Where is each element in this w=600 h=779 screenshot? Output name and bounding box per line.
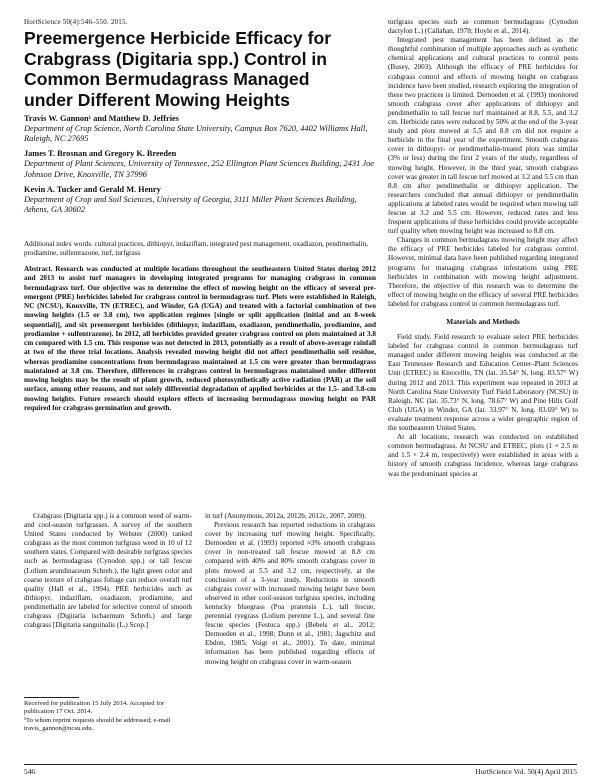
body-paragraph: Previous research has reported reductions in crabgrass cover by increasing turf mowing height. Specifically, Dernoeden et al. (1993) reported ≈3% smooth crabgrass cover in non-treated tall fescue mowed at 8.8 cm compared with 40% and 80% smooth crabgrass cover in plots mowed at 5.5 and 3.2 cm, respectively, at the conclusion of a 3-year study. Reductions in smooth crabgrass cover with increased mowing height have been observed in other cool-season turfgrass species, including kentucky bluegrass (Poa pratensis L.), tall fescue, perennial ryegrass (Lolium perenne L.), and several fine fescue species (Festuca spp.) (Bebels et al., 2012; Dernoeden et al., 1998; Dunn et al., 1981; Jagschitz and Ebdon, 1985; Voigt et al., 2001). To date, minimal information has been published regarding effects of mowing height on crabgrass cover in warm-season (205, 521, 375, 666)
body-column-1 (24, 512, 192, 630)
body-paragraph: turfgrass species such as common bermudagrass (Cynodon dactylon L.) (Callahan, 1978; Hoyle et al., 2014). (388, 18, 578, 36)
title-line: Preemergence Herbicide Efficacy for (24, 28, 332, 48)
section-heading: Materials and Methods (446, 317, 520, 326)
body-column-3 (388, 18, 578, 479)
body-paragraph: Integrated pest management has been defined as the thoughtful combination of multiple approaches such as synthetic chemical applications and cultural practices to control pests (Busey, 2003). Although the efficacy of PRE herbicides for crabgrass control and effects of mowing height on crabgrass incidence have been studied, research exploring the integration of these two practices is limited. Dernoeden et al. (1993) monitored smooth crabgrass cover after applications of dithiopyr and pendimethalin to tall fescue turf maintained at 8.8, 5.5, and 3.2 cm. Herbicide rates were reduced by 50% at the end of the 3-year study and plots mowed at 5.5 and 8.8 cm did not require a herbicide in the final year of the experiment. Smooth crabgrass cover in dithiopyr- or pendimethalin-treated plots was similar (3% or less) during the first 2 years of the study, regardless of mowing height. However, in the third year, smooth crabgrass cover was greater in tall fescue turf mowed at 3.2 and 5.5 cm than 8.8 cm after pendimethalin or dithiopyr application. The researchers concluded that annual dithiopyr or pendimethalin applications at labeled rates would be required when mowing tall fescue at 3.2 and 5.5 cm. However, reduced rates and less frequent applications of these herbicides could provide acceptable turf quality when mowing height was increased to 8.8 cm. (388, 36, 578, 236)
footnote-divider (24, 697, 79, 698)
footnote: Received for publication 15 July 2014. Accepted for publication 17 Oct. 2014. (24, 700, 165, 716)
footnotes (24, 700, 192, 734)
author-names: James T. Brosnan and Gregory K. Breeden (24, 149, 177, 159)
footnote: ¹To whom reprint requests should be addressed; e-mail travis_gannon@ncsu.edu. (24, 716, 171, 733)
footer-journal: HortScience Vol. 50(4) April 2015 (475, 767, 577, 776)
abstract: Abstract. Research was conducted at multiple locations throughout the southeastern United States during 2012 and 2013 to assist turf managers in developing integrated programs for managing crabgrass in common bermudagrass turf. Our objective was to determine the effect of mowing height on the efficacy of several pre-emergent (PRE) herbicides labeled for crabgrass control in bermudagrass turf. Plots were established in Raleigh, NC (NCSU), Knoxville, TN (ETREC), and Winder, GA (UGA) and treated with a factorial combination of two mowing heights (1.5 or 3.8 cm), two application regimes [single or split application (initial and an 8-week sequential)], and six preemergent herbicides (dithiopyr, indaziflam, oxadiazon, pendimethalin, prodiamine, and prodiamine + sulfentrazone). In 2012, all herbicides provided greater crabgrass control on plots maintained at 3.8 cm compared with 1.5 cm. This response was not detected in 2013, potentially as a result of above-average rainfall at two of the three trial locations. Analysis revealed mowing height did not affect pendimethalin soil residue, whereas prodiamine concentrations from bermudagrass maintained at 1.5 cm were greater than bermudagrass maintained at 3.8 cm. Therefore, differences in crabgrass control in bermudagrass maintained under different mowing heights may be the result of plant growth, reduced photosynthetically active radiation (PAR) at the soil surface, among other reasons, and not solely differential degradation of applied herbicides at the 1.5- and 3.8-cm mowing heights. Future research should explore effects of increasing bermudagrass mowing height on PAR required for crabgrass germination and growth. (24, 265, 376, 412)
page-number: 546 (24, 767, 36, 776)
body-paragraph: Crabgrass (Digitaria spp.) is a common weed of warm- and cool-season turfgrasses. A survey of the southern United States conducted by Webster (2000) ranked crabgrass as the most common turfgrass weed in 10 of 12 southern states. Compared with desirable turfgrass species such as bermudagrass (Cynodon spp.) or tall fescue (Lolium arundinaceum Schreb.), the light green color and coarse texture of crabgrass foliage can reduce overall turf quality (Hall et al., 1994). PRE herbicides such as dithiopyr, indaziflam, oxadiazon, prodiamine, and pendimethalin are labeled for selective control of smooth crabgrass (Digitaria ischaemum Schreb.) and large crabgrass [Digitaria sanguinalis (L.) Scop.] (24, 512, 192, 630)
author-affiliation: Department of Crop Science, North Carolina State University, Campus Box 7620, 4402 Williams Hall, Raleigh, NC 27695 (24, 124, 368, 144)
author-affiliation: Department of Crop and Soil Sciences, University of Georgia, 3111 Miller Plant Sciences Building, Athens, GA 30602 (24, 194, 357, 215)
body-paragraph: Field study. Field research to evaluate select PRE herbicides labeled for crabgrass control in common bermudagrass turf managed under different mowing heights was conducted at the East Tennessee Research and Education Center–Plant Sciences Unit (ETREC) in Knoxville, TN (lat. 35.54° N, long. 83.57° W) during 2012 and 2013. This experiment was repeated in 2013 at North Carolina State University Turf Field Laboratory (NCSU) in Raleigh, NC (lat. 35.73° N, long. 78.67° W) and Pine Hills Golf Club (UGA) in Winder, GA (lat. 33.97° N, long. 83.69° W) to evaluate treatment response across a wider geographic region of the southeastern United States. (388, 333, 578, 433)
body-paragraph: At all locations, research was conducted on established common bermudagrass. At NCSU and ETREC, plots (1 × 2.5 m and 1.5 × 2.4 m, respectively) were established in areas with a history of smooth crabgrass incidence, whereas large crabgrass was the predominant species at (388, 433, 578, 478)
journal-header: HortScience 50(4):546–550. 2015. (24, 18, 128, 26)
index-words: Additional index words. cultural practices, dithiopyr, indaziflam, integrated pest management, oxadiazon, pendimethalin, prodiamine, sulfentrazone, turf, turfgrass (24, 240, 369, 257)
body-paragraph: Changes in common bermudagrass mowing height may affect the efficacy of PRE herbicides labeled for crabgrass control. However, minimal data have been published regarding integrated programs for managing crabgrass infestations using PRE herbicides in combination with mowing height adjustment. Therefore, the objective of this research was to determine the effect of mowing height on the efficacy of several PRE herbicides labeled for crabgrass control in common bermudagrass turf. (388, 236, 578, 308)
footer-rule (24, 764, 577, 765)
author-block (24, 114, 376, 215)
article-title (24, 28, 374, 110)
author-names: Travis W. Gannon¹ and Matthew D. Jeffries (24, 114, 179, 123)
title-line: Common Bermudagrass Managed (24, 69, 310, 89)
title-line: Crabgrass (Digitaria spp.) Control in (24, 48, 328, 69)
body-column-2 (205, 512, 375, 667)
author-names: Kevin A. Tucker and Gerald M. Henry (24, 184, 161, 194)
title-line: under Different Mowing Heights (24, 89, 290, 110)
body-paragraph: in turf (Anonymous, 2012a, 2012b, 2012c, 2007, 2009). (205, 512, 367, 520)
author-affiliation: Department of Plant Sciences, University of Tennessee, 252 Ellington Plant Sciences Building, 2431 Joe Johnson Drive, Knoxville, TN 37996 (24, 159, 374, 179)
